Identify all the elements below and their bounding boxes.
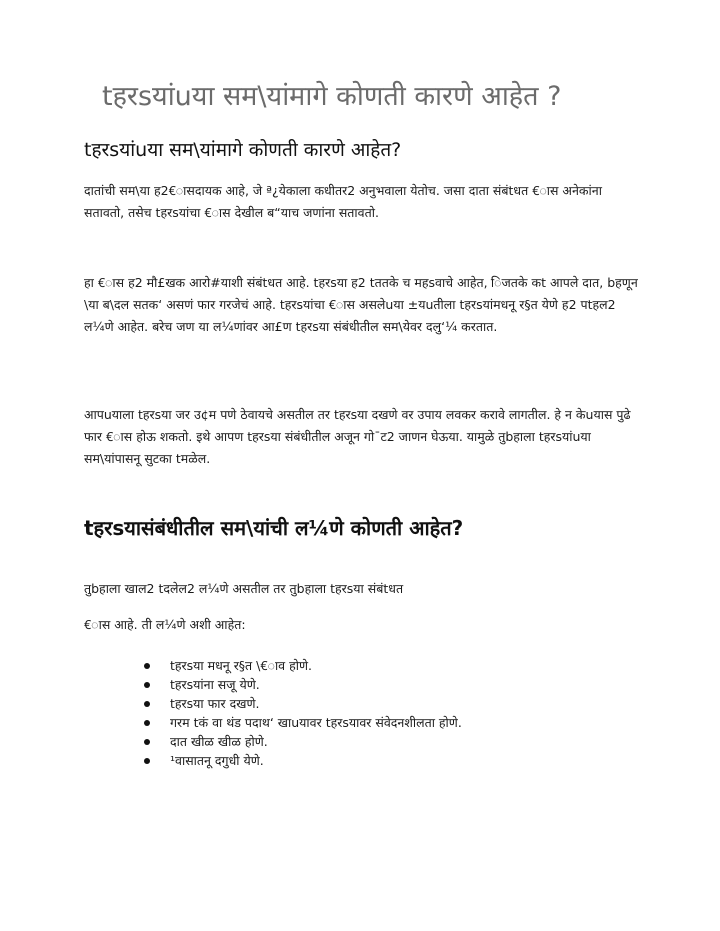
- paragraph-gum-health: हा €ास ह2 मौ£खक आरो#याशी संबंtधत आहे. tहरsया ह2 tततके च महsवाचे आहेत, िजतके कt आपले दात, bहणून \या ब\दल सतक‘ असणं फार गरजेचं आहे. tहरsयांचा €ास असलेuया ±यuतीला tहरsयांमधनू र§त येणे ह2 पtहल2 ल¼णे आहेत. बरेच जण या ल¼णांवर आ£ण tहरsया संबंधीतील सम\येवर दलु‘¼ करतात.: [84, 275, 638, 334]
- list-item-text: ¹वासातनू दगुधी येणे.: [170, 753, 264, 768]
- list-item-text: tहरsया मधनू र§त \€ाव होणे.: [170, 658, 312, 673]
- list-item-text: tहरsया फार दखणे.: [170, 696, 260, 711]
- symptom-list: [144, 656, 564, 770]
- list-item: [144, 694, 564, 713]
- bullet-icon: [144, 758, 150, 764]
- section-heading-symptoms: tहरsयासंबंधीतील सम\यांची ल¼णे कोणती आहेत?: [84, 516, 464, 540]
- paragraph-symptoms-list-lead: €ास आहे. ती ल¼णे अशी आहेत:: [84, 617, 246, 632]
- list-item: [144, 732, 564, 751]
- list-item: [144, 751, 564, 770]
- list-item-text: tहरsयांना सजू येणे.: [170, 677, 260, 692]
- bullet-icon: [144, 682, 150, 688]
- list-item-text: गरम tकं वा थंड पदाथ‘ खाuयावर tहरsयावर संवेदनशीलता होणे.: [170, 715, 462, 730]
- bullet-icon: [144, 701, 150, 707]
- paragraph-remedy: आपuयाला tहरsया जर उ¢म पणे ठेवायचे असतील तर tहरsया दखणे वर उपाय लवकर करावे लागतील. हे न केuयास पुढे फार €ास होऊ शकतो. इथे आपण tहरsया संबंधीतील अजून गो¯ट2 जाणन घेऊया. यामुळे तुbहाला tहरsयांuया सम\यांपासनू सुटका tमळेल.: [84, 407, 631, 466]
- document-subtitle: tहरsयांuया सम\यांमागे कोणती कारणे आहेत?: [84, 139, 402, 161]
- list-item: [144, 656, 564, 675]
- list-item: [144, 713, 564, 732]
- document-title: tहरsयांuया सम\यांमागे कोणती कारणे आहेत ?: [102, 81, 562, 112]
- list-item-text: दात खीळ खीळ होणे.: [170, 734, 268, 749]
- bullet-icon: [144, 663, 150, 669]
- bullet-icon: [144, 720, 150, 726]
- paragraph-intro: दातांची सम\या ह2€ासदायक आहे, जे ª¿येकाला कधीतर2 अनुभवाला येतोच. जसा दाता संबंtधत €ास अनेकांना सतावतो, तसेच tहरsयांचा €ास देखील ब“याच जणांना सतावतो.: [84, 183, 602, 220]
- list-item: [144, 675, 564, 694]
- bullet-icon: [144, 739, 150, 745]
- paragraph-symptoms-intro: तुbहाला खाल2 tदलेल2 ल¼णे असतील तर तुbहाला tहरsया संबंtधत: [84, 581, 404, 596]
